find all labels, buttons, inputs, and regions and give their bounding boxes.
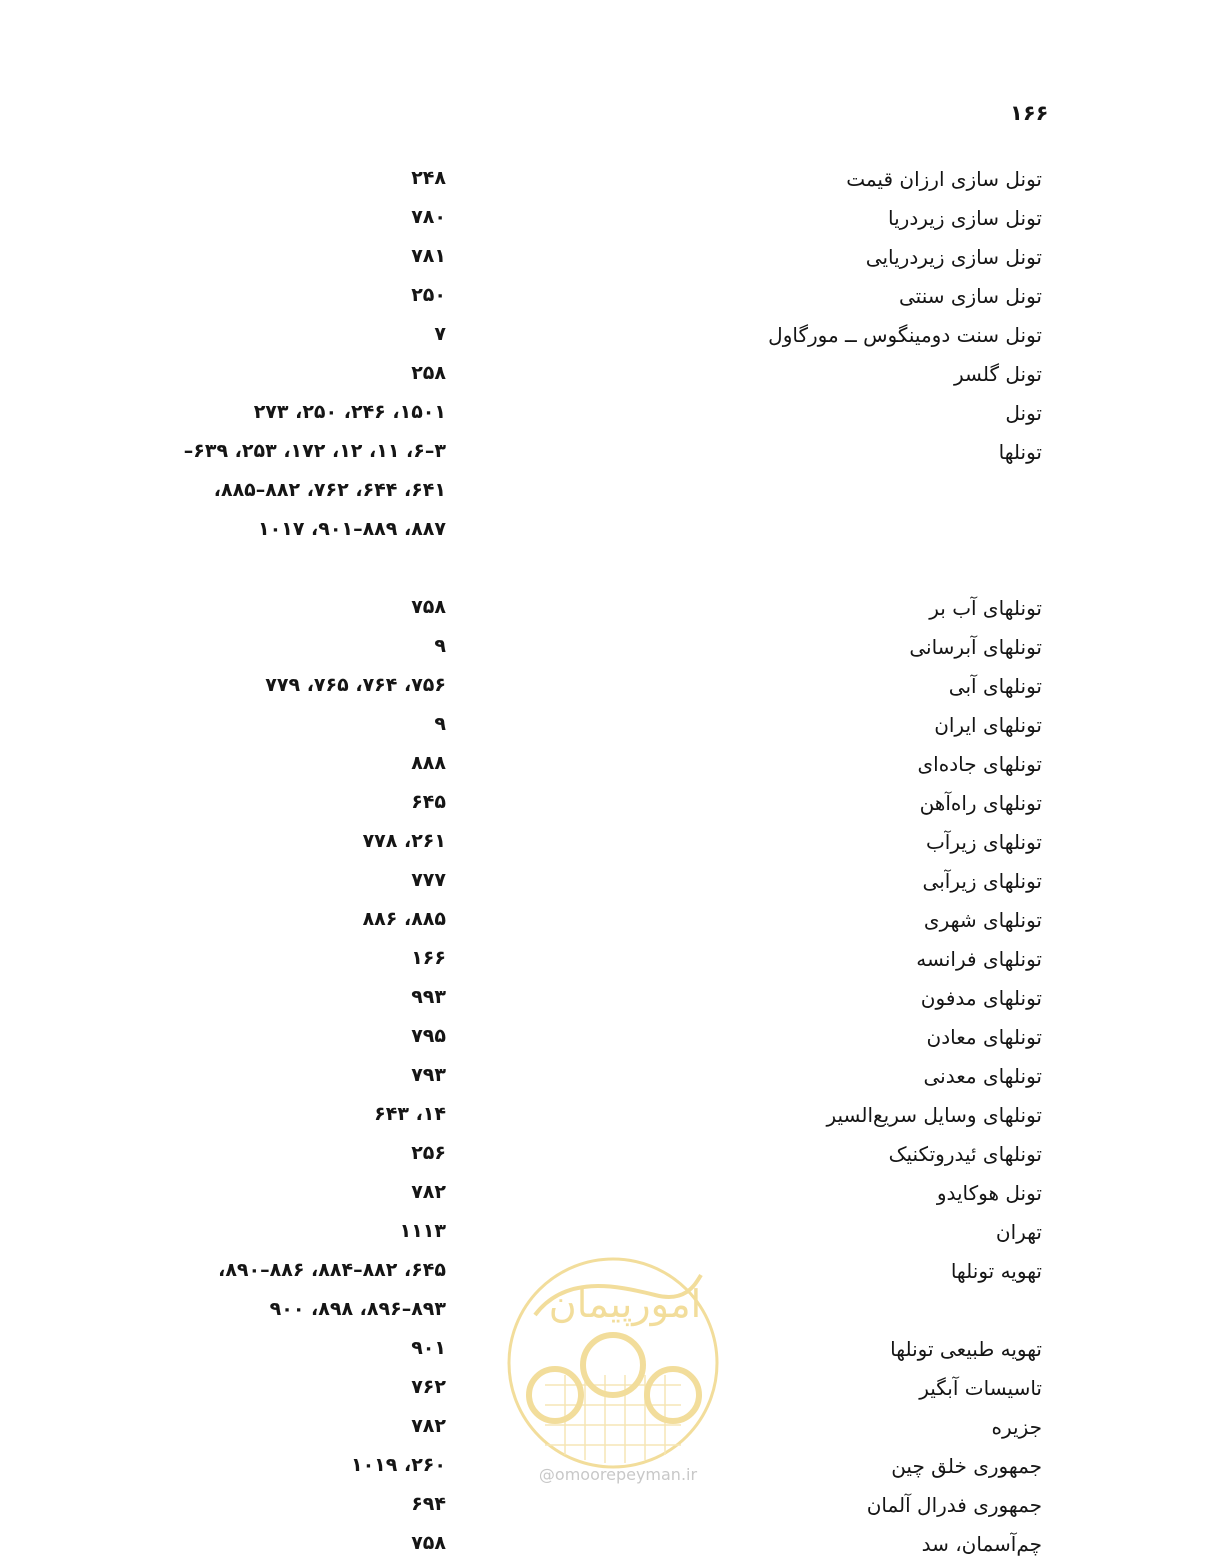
index-page-numbers: ۷۷۷ bbox=[411, 869, 446, 891]
index-page-numbers: ۹ bbox=[434, 635, 446, 657]
index-term: تونلهای ئیدروتکنیک bbox=[888, 1142, 1042, 1166]
index-page-numbers: ۷۵۸ bbox=[411, 1532, 446, 1554]
index-term: تونلهای زیرآبی bbox=[922, 869, 1042, 893]
index-page-numbers: ۳–۶، ۱۱، ۱۲، ۱۷۲، ۲۵۳، ۶۳۹– bbox=[183, 440, 446, 462]
index-term: تهران bbox=[995, 1220, 1042, 1244]
index-entry-row bbox=[0, 748, 1228, 787]
index-term: تونل سنت دومینگوس ــ مورگاول bbox=[768, 323, 1042, 347]
index-page-numbers: ۷۸۲ bbox=[411, 1181, 446, 1203]
index-entry-row bbox=[0, 475, 1228, 514]
index-entry-row bbox=[0, 280, 1228, 319]
index-term: تونلهای فرانسه bbox=[916, 947, 1042, 971]
index-page-numbers: ۲۵۸ bbox=[411, 362, 446, 384]
index-term: تونل bbox=[1005, 401, 1042, 425]
index-page-numbers: ۸۸۷، ۸۸۹–۹۰۱، ۱۰۱۷ bbox=[258, 518, 446, 540]
index-entry-row bbox=[0, 163, 1228, 202]
index-entry-row bbox=[0, 670, 1228, 709]
index-entry-row bbox=[0, 436, 1228, 475]
index-page-numbers: ۲۵۰ bbox=[411, 284, 446, 306]
index-page-numbers: ۹ bbox=[434, 713, 446, 735]
index-term: تونل سازی زیردریایی bbox=[865, 245, 1042, 269]
index-term: تونلهای آبرسانی bbox=[909, 635, 1042, 659]
index-page-numbers: ۷۸۱ bbox=[411, 245, 446, 267]
index-term: تونلهای آب بر bbox=[929, 596, 1042, 620]
index-page-numbers: ۲۵۶ bbox=[411, 1142, 446, 1164]
index-page-numbers: ۷۹۳ bbox=[411, 1064, 446, 1086]
index-page-numbers: ۱۶۶ bbox=[411, 947, 446, 969]
index-entry-row bbox=[0, 514, 1228, 553]
index-term: تونلهای ایران bbox=[934, 713, 1042, 737]
index-term: تونلهای معدنی bbox=[923, 1064, 1042, 1088]
index-term: چم‌آسمان، سد bbox=[921, 1532, 1042, 1556]
index-term: تهویه تونلها bbox=[950, 1259, 1042, 1283]
index-term: تونلهای زیرآب bbox=[925, 830, 1042, 854]
index-term: تونل هوکایدو bbox=[936, 1181, 1042, 1205]
index-page-numbers: ۲۶۰، ۱۰۱۹ bbox=[350, 1454, 446, 1476]
index-entry-row bbox=[0, 358, 1228, 397]
index-term: تونلهای جاده‌ای bbox=[917, 752, 1042, 776]
index-page-numbers: ۱۵۰۱، ۲۴۶، ۲۵۰، ۲۷۳ bbox=[253, 401, 446, 423]
index-page-numbers: ۸۹۳–۸۹۶، ۸۹۸، ۹۰۰ bbox=[269, 1298, 446, 1320]
index-entry-row bbox=[0, 202, 1228, 241]
index-page-numbers: ۷۸۲ bbox=[411, 1415, 446, 1437]
index-page-numbers: ۷ bbox=[434, 323, 446, 345]
index-entry-row bbox=[0, 1138, 1228, 1177]
index-page-numbers: ۹۹۳ bbox=[411, 986, 446, 1008]
index-page-numbers: ۹۰۱ bbox=[411, 1337, 446, 1359]
index-entry-row bbox=[0, 904, 1228, 943]
index-term: تونلهای مدفون bbox=[920, 986, 1042, 1010]
index-term: تاسیسات آبگیر bbox=[919, 1376, 1042, 1400]
index-entry-row bbox=[0, 1216, 1228, 1255]
index-entry-row bbox=[0, 1489, 1228, 1528]
index-page-numbers: ۶۴۱، ۶۴۴، ۷۶۲، ۸۸۲–۸۸۵، bbox=[213, 479, 446, 501]
index-page-numbers: ۷۵۸ bbox=[411, 596, 446, 618]
watermark-logo bbox=[505, 1255, 721, 1471]
index-entry-row bbox=[0, 1177, 1228, 1216]
index-page-numbers: ۱۴، ۶۴۳ bbox=[374, 1103, 446, 1125]
index-entry-row bbox=[0, 787, 1228, 826]
index-term: تونلهای آبی bbox=[948, 674, 1042, 698]
index-page-numbers: ۸۸۸ bbox=[411, 752, 446, 774]
index-term: تونلهای راه‌آهن bbox=[919, 791, 1042, 815]
index-entry-row bbox=[0, 709, 1228, 748]
index-page-numbers: ۶۴۵، ۸۸۲–۸۸۴، ۸۸۶–۸۹۰، bbox=[218, 1259, 446, 1281]
index-page-numbers: ۷۹۵ bbox=[411, 1025, 446, 1047]
index-entry-row bbox=[0, 1099, 1228, 1138]
index-term: جمهوری فدرال آلمان bbox=[866, 1493, 1042, 1517]
index-page-numbers: ۸۸۵، ۸۸۶ bbox=[362, 908, 446, 930]
index-page-numbers: ۶۴۵ bbox=[411, 791, 446, 813]
index-entry-row bbox=[0, 241, 1228, 280]
index-entry-row bbox=[0, 943, 1228, 982]
index-term: جمهوری خلق چین bbox=[891, 1454, 1042, 1478]
index-entry-row bbox=[0, 397, 1228, 436]
index-entry-row bbox=[0, 826, 1228, 865]
page-number: ۱۶۶ bbox=[1010, 101, 1049, 125]
index-page-numbers: ۷۶۲ bbox=[411, 1376, 446, 1398]
index-entry-row bbox=[0, 553, 1228, 592]
index-term: تونل سازی زیردریا bbox=[888, 206, 1042, 230]
index-term: جزیره bbox=[991, 1415, 1042, 1439]
index-page-numbers: ۷۸۰ bbox=[411, 206, 446, 228]
index-page-numbers: ۱۱۱۳ bbox=[399, 1220, 446, 1242]
index-page-numbers: ۶۹۴ bbox=[411, 1493, 446, 1515]
index-term: تونلهای شهری bbox=[923, 908, 1042, 932]
watermark-url: @omoorepeyman.ir bbox=[538, 1465, 698, 1484]
index-term: تونلهای وسایل سریع‌السیر bbox=[826, 1103, 1042, 1127]
index-term: تهویه طبیعی تونلها bbox=[890, 1337, 1042, 1361]
index-entry-row bbox=[0, 1021, 1228, 1060]
index-page-numbers: ۲۶۱، ۷۷۸ bbox=[362, 830, 446, 852]
watermark-logo-text: امورپیمان bbox=[548, 1282, 702, 1326]
index-entry-row bbox=[0, 865, 1228, 904]
index-page-numbers: ۲۴۸ bbox=[411, 167, 446, 189]
index-term: تونل سازی سنتی bbox=[899, 284, 1042, 308]
index-entry-row bbox=[0, 982, 1228, 1021]
index-page-numbers: ۷۵۶، ۷۶۴، ۷۶۵، ۷۷۹ bbox=[265, 674, 446, 696]
index-term: تونلها bbox=[998, 440, 1042, 464]
index-term: تونل گلسر bbox=[954, 362, 1042, 386]
index-term: تونل سازی ارزان قیمت bbox=[846, 167, 1042, 191]
index-term: تونلهای معادن bbox=[926, 1025, 1042, 1049]
index-entry-row bbox=[0, 1528, 1228, 1567]
index-entry-row bbox=[0, 1060, 1228, 1099]
index-entry-row bbox=[0, 631, 1228, 670]
index-entry-row bbox=[0, 319, 1228, 358]
index-entry-row bbox=[0, 592, 1228, 631]
